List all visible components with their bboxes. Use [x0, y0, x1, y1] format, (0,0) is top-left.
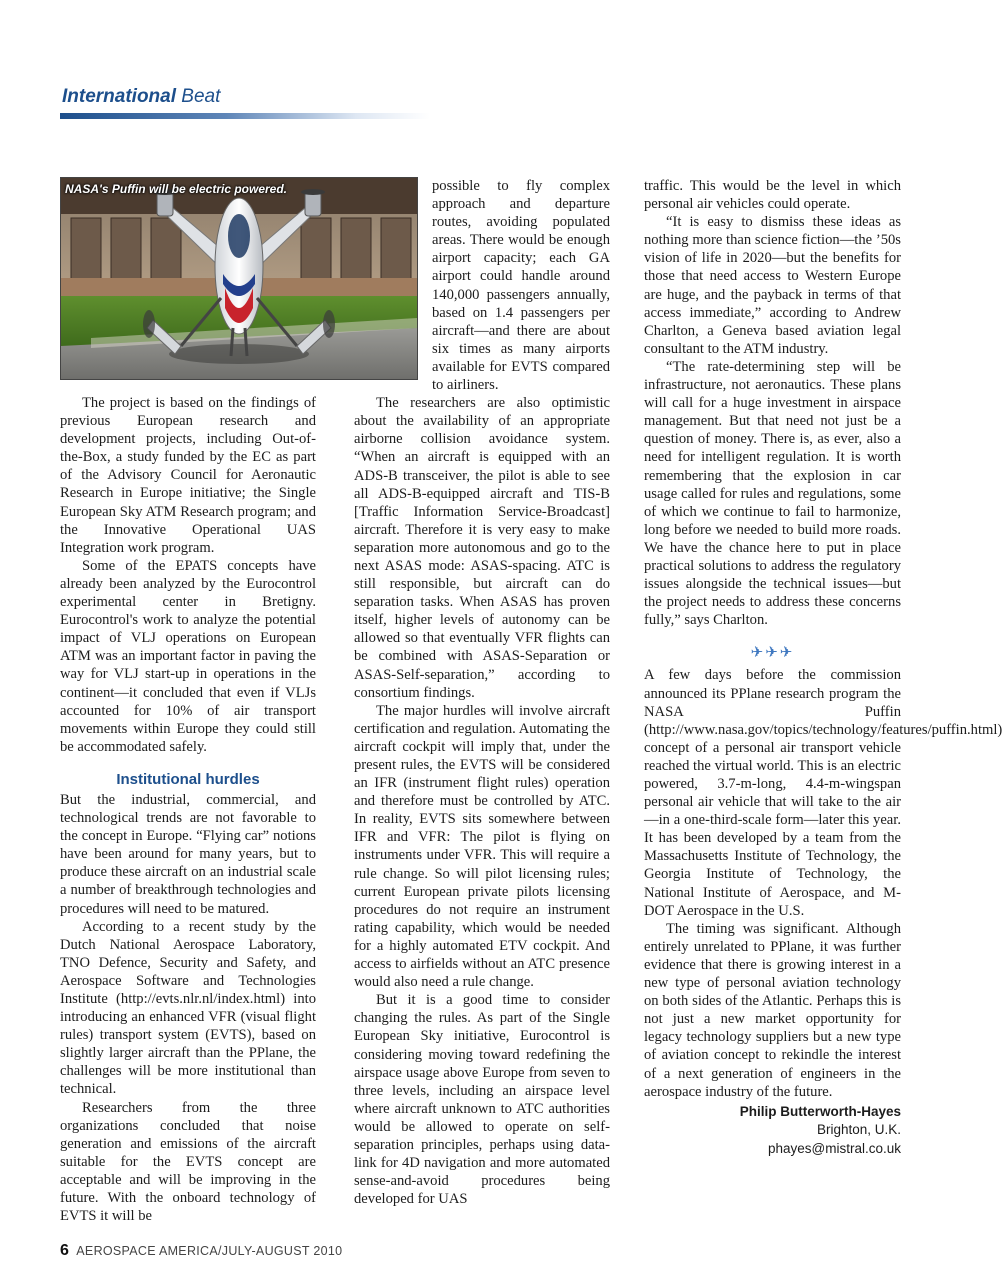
col1-paragraph-1: The project is based on the findings of previous European research and development projects, including Out-of-the-Box, a study funded by the EC as part of the Advisory Council for Aeronautic Research in Europe initiative; the Single European Sky ATM Research program; and the Innovative Operational UAS Integration work program.: [60, 395, 316, 556]
col3-paragraph-3: “The rate-determining step will be infrastructure, not aeronautics. These plans will call for a huge investment in airspace management. But that need not just be a question of money. There is, as ever, also a need for intelligent regulation. It is worth remembering that the explosion in car usage called for rules and regulations, some of which we continue to fail to harmonize, long before we needed to build more roads. We have the chance here to put in place practical solutions to address the regulatory issues alongside the technical issues—but the project needs to address these concerns fully,” says Charlton.: [644, 358, 901, 629]
column-1: [60, 394, 316, 1225]
publication-line: AEROSPACE AMERICA/JULY-AUGUST 2010: [76, 1244, 343, 1258]
col2-paragraph-1: possible to fly complex approach and departure routes, avoiding populated areas. There would be enough airport capacity; each GA airport could handle around 140,000 passengers annually, based on 1.4 passengers per aircraft—and there are about six times as many airports available for EVTS compared to airliners.: [432, 178, 610, 394]
page-footer: [60, 1242, 342, 1260]
column-2: [354, 177, 610, 1208]
col2-narrow-block: [432, 177, 610, 394]
col1-paragraph-3: But the industrial, commercial, and technological trends are not favorable to the concept in Europe. “Flying car” notions have been around for many years, but to produce these aircraft on an industrial scale a number of breakthrough technologies and procedures will need to be matured.: [60, 791, 316, 917]
author-name: Philip Butterworth-Hayes: [739, 1103, 901, 1119]
col2-paragraph-2: The researchers are also optimistic about the availability of an appropriate airborne collision avoidance system. “When an aircraft is equipped with an ADS-B transceiver, the pilot is able to see all ADS-B-equipped aircraft and TIS-B [Traffic Information Service-Broadcast] aircraft. Therefore it is very easy to make separation more autonomous and go to the next ASAS mode: ASAS-spacing. ATC is still responsible, but aircraft can do separation tasks. When ASAS has proven itself, higher levels of autonomy can be allowed so that eventually VFR flights can be combined with ASAS-Separation or ASAS-Self-separation,” according to consortium findings.: [354, 395, 610, 701]
col3-paragraph-1: traffic. This would be the level in which personal air vehicles could operate.: [644, 178, 901, 213]
col2-paragraph-4: But it is a good time to consider changing the rules. As part of the Single European Sky initiative, Eurocontrol is considering moving toward redefining the airspace usage above Europe from seven to three levels, including an airspace level where aircraft unknown to ATC authorities would be allowed to operate on self-separation principles, perhaps using data-link for 4D navigation and more automated sense-and-avoid procedures being developed for UAS: [354, 992, 610, 1208]
col1-paragraph-5: Researchers from the three organizations concluded that noise generation and emissions of the aircraft suitable for the EVTS concept are acceptable and will be improving in the future. With the onboard technology of EVTS it will be: [60, 1099, 316, 1225]
col2-paragraph-3: The major hurdles will involve aircraft certification and regulation. Automating the aircraft cockpit will imply that, under the present rules, the EVTS will be considered an IFR (instrument flight rules) operation and therefore must be controlled by ATC. In reality, EVTS sits somewhere between IFR and VFR: The pilot is flying on instruments under VFR. This will require a rule change. So will pilot licensing rules; current European private pilots licensing procedures do not require an instrument rating capability, which would be needed for a highly automated ETV cockpit. And access to airfields without an ATC presence would also need a rule change.: [354, 702, 610, 991]
col3-paragraph-4: A few days before the commission announced its PPlane research program the NASA Puffin (http://www.nasa.gov/topics/technology/features/puffin.html) concept of a personal air transport vehicle reached the virtual world. This is an electric powered, 3.7-m-long, 4.4-m-wingspan personal air vehicle that will take to the air—in a one-third-scale form—later this year. It has been developed by a team from the Massachusetts Institute of Technology, the Georgia Institute of Technology, the National Institute of Aerospace, and M-DOT Aerospace in the U.S.: [644, 667, 1002, 919]
col3-paragraph-5: The timing was significant. Although entirely unrelated to PPlane, it was further evidence that there is growing interest in a new type of personal aviation technology on both sides of the Atlantic. Perhaps this is not just a new market opportunity for legacy technology suppliers but a new type of aviation concept to rekindle the interest of a next generation of engineers in the aerospace industry of the future.: [644, 920, 901, 1100]
page-number: 6: [60, 1242, 70, 1259]
section-header-bold: International: [62, 86, 177, 107]
section-header-rest: Beat: [181, 86, 221, 107]
airplane-separator-icon: ✈✈✈: [750, 645, 795, 662]
author-signature: [644, 1103, 901, 1159]
section-header: [62, 86, 220, 108]
figure-caption: NASA's Puffin will be electric powered.: [65, 182, 288, 196]
author-email: phayes@mistral.co.uk: [767, 1140, 901, 1156]
col3-paragraph-2: “It is easy to dismiss these ideas as nothing more than science fiction—the ’50s vision of life in 2020—but the benefits for those that need access to Western Europe are huge, and the payback in terms of that access immediate,” according to Andrew Charlton, a Geneva based aviation legal consultant to the ATM industry.: [644, 214, 901, 357]
col1-paragraph-4: According to a recent study by the Dutch National Aerospace Laboratory, TNO Defence, Security and Safety, and Aerospace Software and Technologies Institute (http://evts.nlr.nl/index.html) into introducing an enhanced VFR (visual flight rules) transport system (EVTS), based on slightly larger aircraft than the PPlane, the challenges will be more institutional than technical.: [60, 918, 316, 1098]
author-location: Brighton, U.K.: [816, 1122, 901, 1138]
subhead-institutional-hurdles: Institutional hurdles: [116, 770, 260, 788]
header-rule: [60, 113, 430, 119]
column-3: [644, 177, 1002, 1158]
col1-paragraph-2: Some of the EPATS concepts have already been analyzed by the Eurocontrol experimental center in Bretigny. Eurocontrol's work to analyze the potential impact of VLJ operations on European ATM was an important factor in paving the way for VLJ start-up in operations in the continent—it concluded that even if VLJs accounted for 10% of air transport movements within Europe they could still be accommodated safely.: [60, 557, 316, 755]
